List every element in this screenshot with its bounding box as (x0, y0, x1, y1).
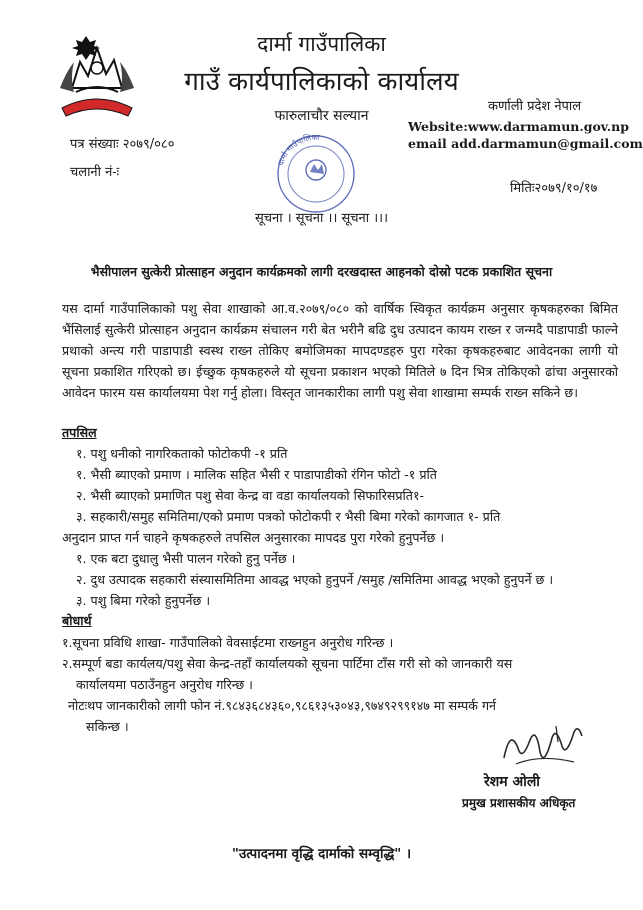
signatory-title: प्रमुख प्रशासकीय अधिकृत (462, 796, 576, 810)
letter-date: मितिः२०७९/१०/१७ (510, 181, 598, 196)
info-item: १.सूचना प्रविधि शाखा- गाउँपालिको वेवसाईटमा राख्नहुन अनुरोध गरिन्छ । (62, 635, 394, 650)
stamp-text: दार्मा गाउँपालिका (276, 132, 320, 167)
section-list-title: तपसिल (62, 425, 97, 440)
office-stamp-icon (268, 128, 364, 216)
dispatch-number: चलानी नं-ः (70, 165, 120, 180)
criteria-intro: अनुदान प्राप्त गर्न चाहने कृषकहरुले तपसिल अनुसारका मापदड पुरा गरेको हुनुपर्नेछ । (62, 530, 445, 545)
signatory-name: रेशम ओली (484, 774, 540, 790)
criteria-item: २. दुध उत्पादक सहकारी संस्यासमितिमा आवद्ध भएको हुनुपर्ने /समुह /समितिमा आवद्ध भएको हुनुपर्ने छ । (76, 572, 554, 587)
notice-heading: सूचना । सूचना ।। सूचना ।।। (254, 211, 389, 226)
document-item: १. भैसी ब्याएको प्रमाण । मालिक सहित भैसी र पाडापाडीको रंगिन फोटो -१ प्रति (76, 467, 437, 482)
office-name: गाउँ कार्यपालिकाको कार्यालय (184, 67, 459, 97)
signature-icon (496, 718, 588, 776)
criteria-item: ३. पशु बिमा गरेको हुनुपर्नेछ । (76, 593, 211, 608)
section-info-title: बोधार्थ (62, 613, 92, 628)
criteria-item: १. एक बटा दुधालु भैसी पालन गरेको हुनु पर्नेछ । (76, 551, 296, 566)
svg-text:दार्मा गाउँपालिका (276, 132, 321, 166)
province-name: कर्णाली प्रदेश नेपाल (488, 99, 582, 114)
document-item: १. पशु धनीको नागरिकताको फोटोकपी -१ प्रति (76, 446, 288, 461)
info-item: २.सम्पूर्ण बडा कार्यलय/पशु सेवा केन्द्र-तहाँ कार्यालयको सूचना पार्टिमा टाँस गरी सो को जानकारी यस (62, 656, 513, 671)
slogan: "उत्पादनमा वृद्धि दार्माको सम्वृद्धि" । (231, 846, 412, 862)
document-item: २. भैसी ब्याएको प्रमाणित पशु सेवा केन्द्र वा वडा कार्यालयको सिफारिसप्रति१- (76, 488, 425, 503)
email-text: email add.darmamun@gmail.com (408, 136, 643, 151)
note-text: सकिन्छ । (86, 719, 129, 734)
notice-subject: भैसीपालन सुत्केरी प्रोत्साहन अनुदान कार्यक्रमको लागी दरखदास्त आहनको दोस्रो पटक प्रकाशित सूचना (90, 264, 553, 279)
reference-number: पत्र संख्याः २०७९/०८० (70, 137, 175, 152)
note-text: नोटःथप जानकारीको लागी फोन नं.९८४३६८४३६०,९८६१३५३०४३,९७४९२९९१४७ मा सम्पर्क गर्न (68, 698, 497, 713)
office-location: फारुलाचौर सल्यान (274, 108, 369, 124)
municipality-name: दार्मा गाउँपालिका (257, 32, 386, 56)
notice-body: यस दार्मा गाउँपालिकाको पशु सेवा शाखाको आ.व.२०७९/०८० को वार्षिक स्विकृत कार्यक्रम अनुसार कृषकहरुका बिमित भैंसिलाई सुत्केरी प्रोत्साहन अनुदान कार्यक्रम संचालन गरी बेत भरीनै बढि दुध उत्पादन कायम राख्न र जन्मदै पाडापाडी फाल्ने प्रथाको अन्त्य गरी पाडापाडी स्वस्थ राख्न तोकिए बमोजिमका मापदण्डहरु पुरा गरेका कृषकहरुबाट आवेदनका लागी यो सूचना प्रकाशित गरिएको छ। ईच्छुक कृषकहरुले यो सूचना प्रकाशन भएको मितिले ७ दिन भित्र तोकिएको ढांचा अनुसारको आवेदन फारम यस कार्यालयमा पेश गर्नु होला। विस्तृत जानकारीका लागी पशु सेवा शाखामा सम्पर्क राख्न सकिने छ। (62, 301, 618, 400)
info-item: कार्यालयमा पठाउँनहुन अनुरोध गरिन्छ । (76, 677, 253, 692)
document-item: ३. सहकारी/समुह समितिमा/एको प्रमाण पत्रको फोटोकपी र भैसी बिमा गरेको कागजात १- प्रति (76, 509, 501, 524)
website-text: Website:www.darmamun.gov.np (408, 119, 629, 134)
